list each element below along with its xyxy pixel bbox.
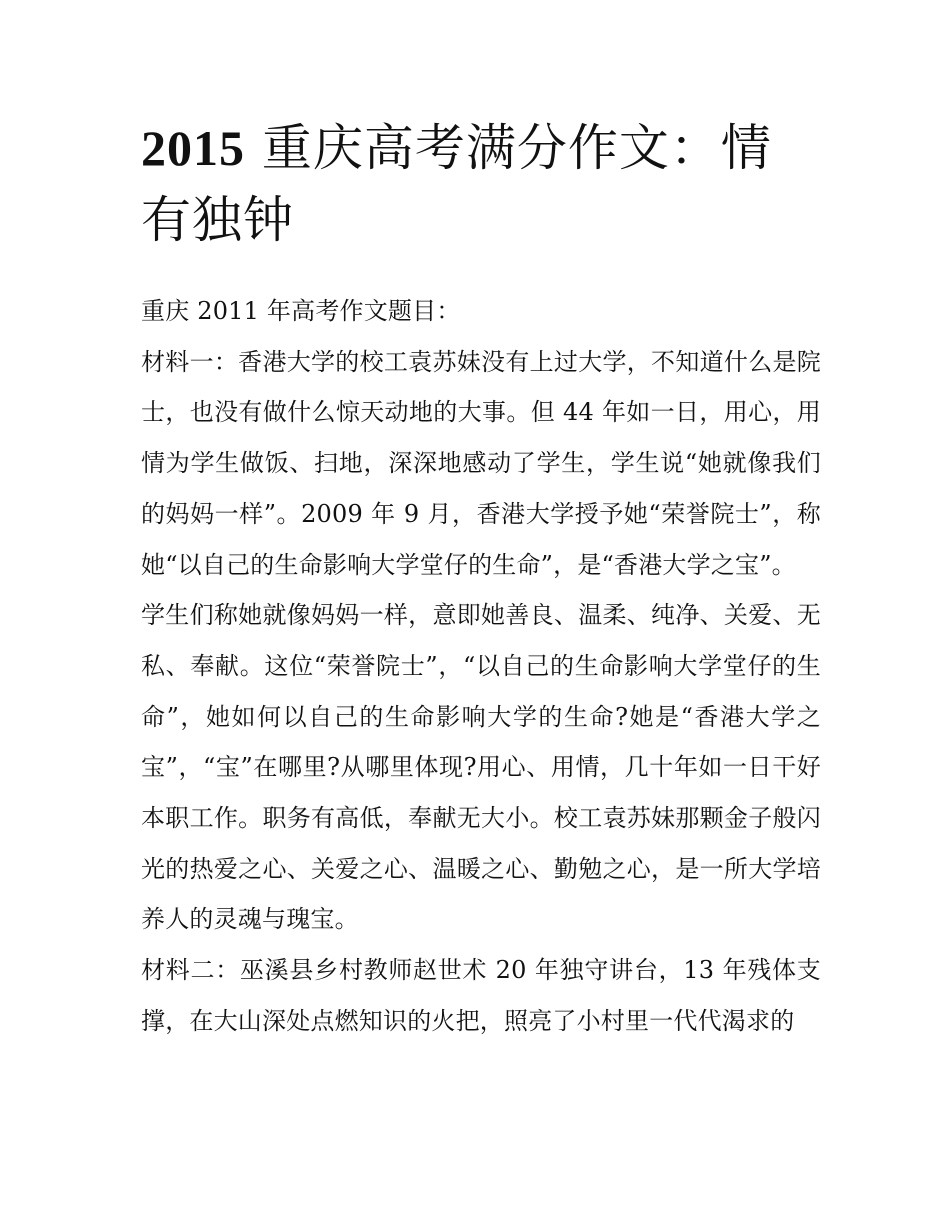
document-page xyxy=(141,112,821,1047)
title-year: 2015 xyxy=(141,120,245,176)
document-title xyxy=(141,112,821,256)
paragraph-exam-topic: 重庆 2011 年高考作文题目： xyxy=(141,297,461,325)
title-text: 重庆高考满分作文：情有独钟 xyxy=(141,119,772,249)
document-body xyxy=(141,286,821,1047)
paragraph-analysis: 学生们称她就像妈妈一样，意即她善良、温柔、纯净、关爱、无私、奉献。这位“荣誉院士”，“以自己的生命影响大学堂仔的生命”，她如何以自己的生命影响大学的生命?她是“香港大学之宝”，“宝”在哪里?从哪里体现?用心、用情，几十年如一日干好本职工作。职务有高低，奉献无大小。校工袁苏妹那颗金子般闪光的热爱之心、关爱之心、温暖之心、勤勉之心，是一所大学培养人的灵魂与瑰宝。 xyxy=(141,601,821,934)
paragraph-material-two: 材料二：巫溪县乡村教师赵世术 20 年独守讲台，13 年残体支撑，在大山深处点燃知识的火把，照亮了小村里一代代渴求的 xyxy=(141,956,821,1035)
paragraph-material-one: 材料一：香港大学的校工袁苏妹没有上过大学，不知道什么是院士，也没有做什么惊天动地的大事。但 44 年如一日，用心，用情为学生做饭、扫地，深深地感动了学生，学生说“她就像我们的妈妈一样”。2009 年 9 月，香港大学授予她“荣誉院士”，称她“以自己的生命影响大学堂仔的生命”，是“香港大学之宝”。 xyxy=(141,347,821,579)
